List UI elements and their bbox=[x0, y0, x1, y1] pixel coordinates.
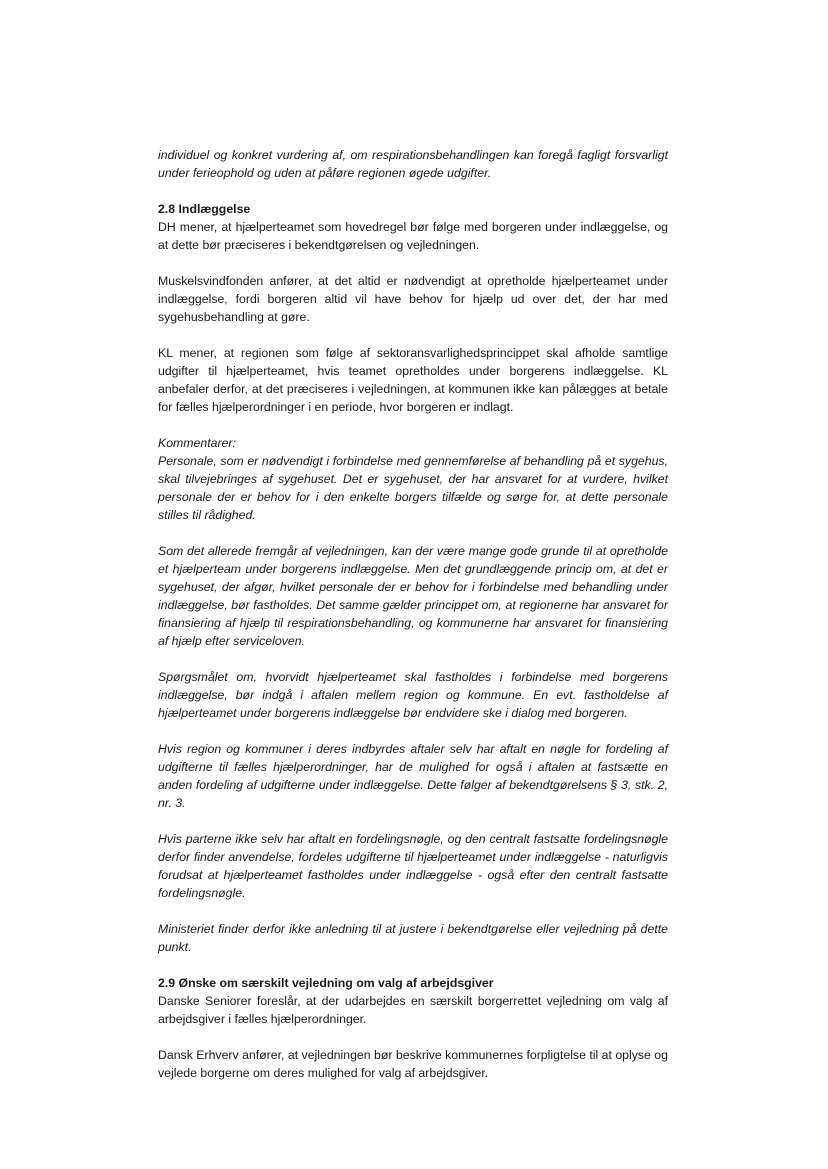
comment-paragraph: Hvis region og kommuner i deres indbyrdes aftaler selv har aftalt en nøgle for fordeling af udgifterne til fælles hjælperordninger, har de mulighed for også i aftalen at fastsætte en anden fordeling af udgifterne under indlæggelse. Dette følger af bekendtgørelsens § 3, stk. 2, nr. 3. bbox=[158, 742, 668, 810]
comment-paragraph: Ministeriet finder derfor ikke anledning til at justere i bekendtgørelse eller vejledning på dette punkt. bbox=[158, 922, 668, 954]
intro-paragraph: individuel og konkret vurdering af, om respirationsbehandlingen kan foregå fagligt forsvarligt under ferieophold og uden at påføre regionen øgede udgifter. bbox=[158, 148, 668, 180]
comment-paragraph: Som det allerede fremgår af vejledningen, kan der være mange gode grunde til at opretholde et hjælperteam under borgerens indlæggelse. Men det grundlæggende princip om, at det er sygehuset, der afgør, hvilket personale der er behov for i forbindelse med behandling under indlæggelse, bør fastholdes. Det samme gælder princippet om, at regionerne har ansvaret for finansiering af hjælp til respirationsbehandling, og kommunerne har ansvaret for finansiering af hjælp efter serviceloven. bbox=[158, 544, 668, 648]
section-heading-2-8: 2.8 Indlæggelse bbox=[158, 202, 251, 216]
paragraph: Muskelsvindfonden anfører, at det altid er nødvendigt at opretholde hjælperteamet under indlæggelse, fordi borgeren altid vil have behov for hjælp ud over det, der har med sygehusbehandling at gøre. bbox=[158, 274, 668, 324]
document-body bbox=[158, 146, 668, 1100]
comment-paragraph: Hvis parterne ikke selv har aftalt en fordelingsnøgle, og den centralt fastsatte fordelingsnøgle derfor finder anvendelse, fordeles udgifterne til hjælperteamet under indlæggelse - naturligvis forudsat at hjælperteamet fastholdes under indlæggelse - også efter den centralt fastsatte fordelingsnøgle. bbox=[158, 832, 668, 900]
section-heading-2-9: 2.9 Ønske om særskilt vejledning om valg af arbejdsgiver bbox=[158, 976, 494, 990]
paragraph: KL mener, at regionen som følge af sektoransvarlighedsprincippet skal afholde samtlige udgifter til hjælperteamet, hvis teamet opretholdes under borgerens indlæggelse. KL anbefaler derfor, at det præciseres i vejledningen, at kommunen ikke kan pålægges at betale for fælles hjælperordninger i en periode, hvor borgeren er indlagt. bbox=[158, 346, 668, 414]
paragraph: Dansk Erhverv anfører, at vejledningen bør beskrive kommunernes forpligtelse til at oplyse og vejlede borgerne om deres mulighed for valg af arbejdsgiver. bbox=[158, 1048, 668, 1080]
comment-paragraph: Personale, som er nødvendigt i forbindelse med gennemførelse af behandling på et sygehus, skal tilvejebringes af sygehuset. Det er sygehuset, der har ansvaret for at vurdere, hvilket personale der er behov for i den enkelte borgers tilfælde og sørge for, at dette personale stilles til rådighed. bbox=[158, 454, 668, 522]
paragraph: DH mener, at hjælperteamet som hovedregel bør følge med borgeren under indlæggelse, og at dette bør præciseres i bekendtgørelsen og vejledningen. bbox=[158, 220, 668, 252]
section-2-8 bbox=[158, 200, 668, 956]
paragraph: Danske Seniorer foreslår, at der udarbejdes en særskilt borgerrettet vejledning om valg af arbejdsgiver i fælles hjælperordninger. bbox=[158, 994, 668, 1026]
section-2-9 bbox=[158, 974, 668, 1082]
comments-label: Kommentarer: bbox=[158, 436, 236, 450]
comment-paragraph: Spørgsmålet om, hvorvidt hjælperteamet skal fastholdes i forbindelse med borgerens indlæggelse, bør indgå i aftalen mellem region og kommune. En evt. fastholdelse af hjælperteamet under borgerens indlæggelse bør endvidere ske i dialog med borgeren. bbox=[158, 670, 668, 720]
